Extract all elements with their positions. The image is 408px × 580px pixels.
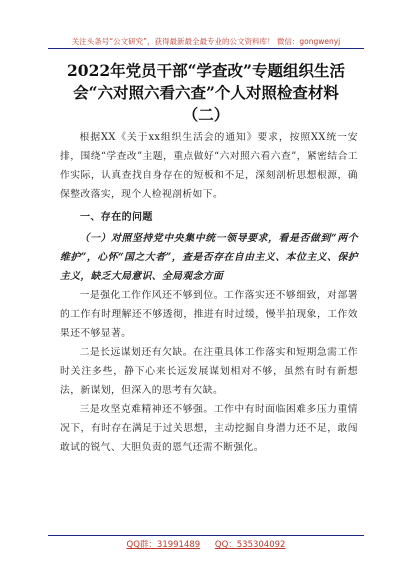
footer [48,538,364,550]
footer-rule [48,535,364,536]
footer-qq-group[interactable]: QQ群：31991489 [126,540,201,550]
title-line-2: 会“六对照六看六查”个人对照检查材料 [73,83,339,102]
header-rule [48,48,364,49]
document-body [60,128,358,457]
intro-paragraph: 根据XX《关于xx组织生活会的通知》要求，按照XX统一安排，围绕“学查改”主题，重点做好“六对照六看六查”，紧密结合工作实际，认真查找自身存在的短板和不足，深刻剖析思想根源，确保整改落实，现个人检视剖析如下。 [60,132,358,200]
title-line-3: （二） [182,105,230,124]
paragraph-1: 一是强化工作作风还不够到位。工作落实还不够细致，对部署的工作有时理解还不够透彻，推进有时过缓，慢半拍现象，工作效果还不够显著。 [60,290,358,339]
title-line-1: 2022年党员干部“学查改”专题组织生活 [67,61,345,80]
document-title [48,60,364,126]
subsection-heading: （一）对照坚持党中央集中统一领导要求，看是否做到“两个维护”，心怀“国之大者”，查是否存在自由主义、本位主义、保护主义，缺乏大局意识、全局观念方面 [60,233,358,282]
header-banner: 关注头条号“公文研究”，获得最新最全最专业的公文资料库！ 微信：gongwenyj [71,37,341,46]
section-heading: 一、存在的问题 [80,212,153,223]
paragraph-3: 三是攻坚克难精神还不够强。工作中有时面临困难多压力重情况下，有时存在满足于过关思想，主动挖掘自身潜力还不足，敢闯敢试的锐气、大胆负责的恩气还需不断强化。 [60,404,358,453]
paragraph-2: 二是长远谋划还有欠缺。在注重具体工作落实和短期急需工作时关注多些，静下心来长远发展谋划相对不够，虽然有时有新想法，新谋划，但深入的思考有欠缺。 [60,347,358,396]
footer-qq[interactable]: QQ：535304092 [214,540,286,550]
